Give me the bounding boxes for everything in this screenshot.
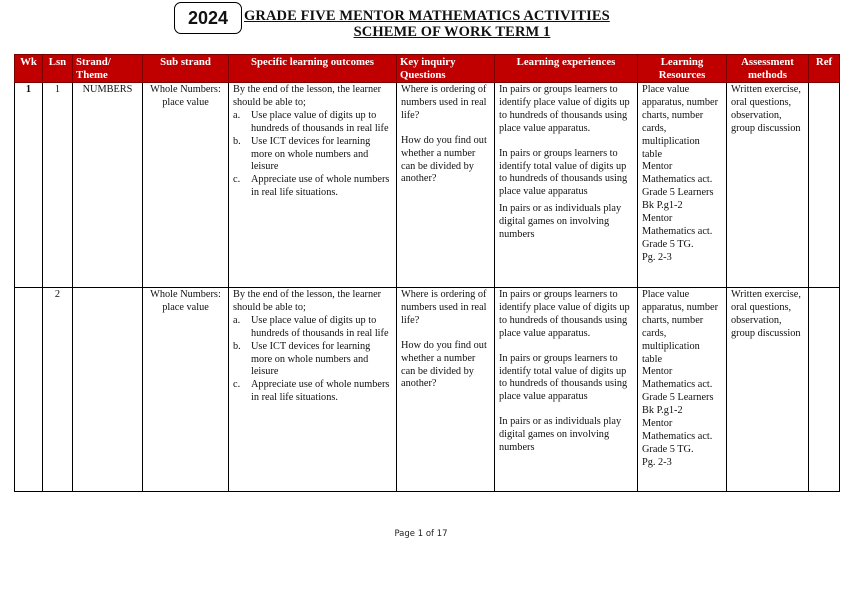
title-line-2: SCHEME OF WORK TERM 1 (353, 24, 551, 40)
col-header-key-questions: Key inquiry Questions (397, 55, 495, 83)
outcome-item (233, 109, 392, 136)
sub-strand-cell: Whole Numbers: place value (143, 288, 229, 492)
outcome-marker: a. (233, 109, 241, 121)
assessment-cell: Written exercise, oral questions, observation, group discussion (727, 83, 809, 288)
outcome-item (233, 340, 392, 380)
col-header-experiences: Learning experiences (495, 55, 638, 83)
outcome-text: Use place value of digits up to hundreds of thousands in real life (251, 109, 389, 134)
sub-strand-cell: Whole Numbers: place value (143, 83, 229, 288)
experience-item: In pairs or groups learners to identify place value of digits up to hundreds of thousands using place value apparatus. (499, 289, 630, 339)
resource-item: Pg. 2-3 (642, 251, 672, 263)
outcome-text: Appreciate use of whole numbers in real life situations. (251, 379, 390, 404)
col-header-ref: Ref (809, 55, 840, 83)
table-row (15, 288, 840, 492)
outcome-text: Use ICT devices for learning more on whole numbers and leisure (251, 340, 371, 378)
experience-item: In pairs or groups learners to identify total value of digits up to hundreds of thousands using place value apparatus (499, 147, 628, 198)
col-header-outcomes: Specific learning outcomes (229, 55, 397, 83)
outcome-item (233, 379, 392, 405)
key-questions-cell (397, 288, 495, 492)
strand-cell (73, 288, 143, 492)
table-header-row (15, 55, 840, 83)
col-header-resources: Learning Resources (638, 55, 727, 83)
outcomes-list (233, 315, 392, 405)
experience-item: In pairs or groups learners to identify place value of digits up to hundreds of thousands using place value apparatus. (499, 84, 630, 134)
key-question: Where is ordering of numbers used in real life? (401, 84, 487, 121)
outcomes-intro: By the end of the lesson, the learner should be able to; (233, 289, 382, 313)
outcome-marker: c. (233, 379, 241, 391)
outcomes-cell (229, 288, 397, 492)
resource-item: Mentor Mathematics act. Grade 5 TG. (642, 213, 713, 250)
year-badge: 2024 (174, 2, 242, 34)
ref-cell (809, 83, 840, 288)
outcome-marker: c. (233, 174, 241, 186)
experiences-cell (495, 83, 638, 288)
outcome-marker: b. (233, 340, 241, 352)
outcome-marker: a. (233, 314, 241, 326)
title-line-1: GRADE FIVE MENTOR MATHEMATICS ACTIVITIES (244, 8, 610, 24)
outcome-item (233, 135, 392, 175)
week-cell (15, 288, 43, 492)
experience-item: In pairs or as individuals play digital games on involving numbers (499, 203, 622, 241)
assessment-cell: Written exercise, oral questions, observation, group discussion (727, 288, 809, 492)
page-number: Page 1 of 17 (394, 529, 448, 539)
outcome-item (233, 174, 392, 200)
experiences-cell (495, 288, 638, 492)
col-header-sub-strand: Sub strand (143, 55, 229, 83)
key-question: Where is ordering of numbers used in real life? (401, 289, 487, 326)
col-header-lesson: Lsn (43, 55, 73, 83)
resources-cell (638, 288, 727, 492)
outcomes-intro: By the end of the lesson, the learner should be able to; (233, 84, 382, 108)
key-question: How do you find out whether a number can be divided by another? (401, 339, 487, 390)
outcomes-cell (229, 83, 397, 288)
outcome-item (233, 314, 392, 341)
lesson-cell: 2 (43, 288, 73, 492)
scheme-of-work-table (14, 54, 840, 492)
resource-item: Mentor Mathematics act. Grade 5 Learners Bk P.g1-2 (642, 366, 714, 417)
outcome-marker: b. (233, 135, 241, 147)
resource-item: Pg. 2-3 (642, 456, 672, 468)
outcome-text: Use place value of digits up to hundreds of thousands in real life (251, 314, 389, 339)
resource-item: Place value apparatus, number charts, number cards, multiplication table (642, 289, 719, 365)
col-header-week: Wk (15, 55, 43, 83)
outcome-text: Appreciate use of whole numbers in real life situations. (251, 174, 390, 199)
col-header-assessment: Assessment methods (727, 55, 809, 83)
key-question: How do you find out whether a number can be divided by another? (401, 134, 487, 185)
experience-item: In pairs or groups learners to identify total value of digits up to hundreds of thousands using place value apparatus (499, 352, 628, 403)
table-row (15, 83, 840, 288)
document-title (244, 8, 660, 40)
ref-cell (809, 288, 840, 492)
week-cell: 1 (15, 83, 43, 288)
resource-item: Mentor Mathematics act. Grade 5 Learners Bk P.g1-2 (642, 161, 714, 212)
resources-cell (638, 83, 727, 288)
outcomes-list (233, 110, 392, 200)
outcome-text: Use ICT devices for learning more on whole numbers and leisure (251, 135, 371, 173)
resource-item: Place value apparatus, number charts, number cards, multiplication table (642, 84, 719, 160)
key-questions-cell (397, 83, 495, 288)
lesson-cell: 1 (43, 83, 73, 288)
col-header-strand: Strand/ Theme (73, 55, 143, 83)
experience-item: In pairs or as individuals play digital games on involving numbers (499, 416, 622, 454)
resource-item: Mentor Mathematics act. Grade 5 TG. (642, 418, 713, 455)
strand-cell: NUMBERS (73, 83, 143, 288)
